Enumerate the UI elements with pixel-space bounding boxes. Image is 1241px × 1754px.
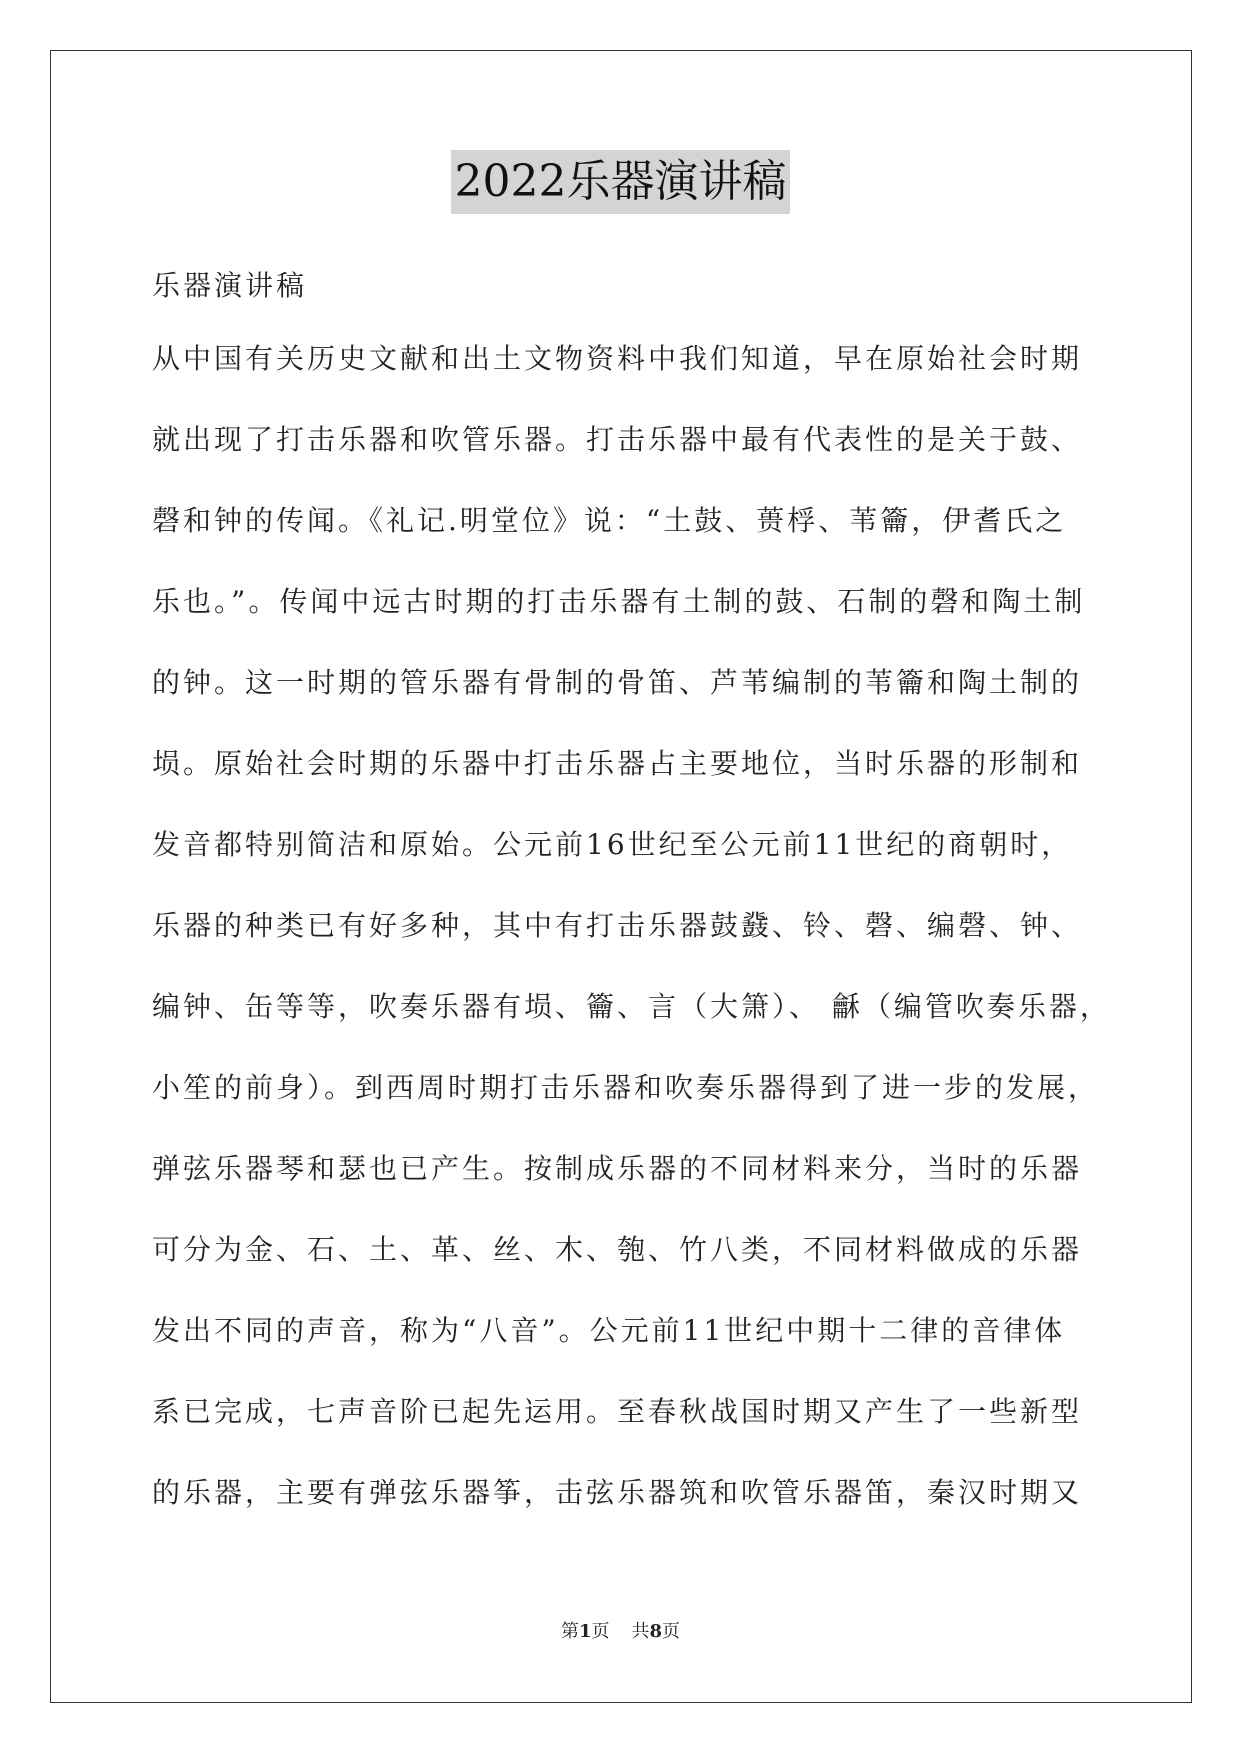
text-line: 乐器的种类已有好多种，其中有打击乐器鼓鼗、铃、磬、编磬、钟、: [152, 909, 1083, 942]
text-line: 的乐器，主要有弹弦乐器筝，击弦乐器筑和吹管乐器笛，秦汉时期又: [152, 1476, 1083, 1509]
text-line: 从中国有关历史文献和出土文物资料中我们知道，早在原始社会时期: [152, 342, 1083, 375]
text-line: 的钟。这一时期的管乐器有骨制的骨笛、芦苇编制的苇籥和陶土制的: [152, 666, 1083, 699]
total-suffix: 页: [662, 1621, 681, 1642]
text-line: 磬和钟的传闻。《礼记.明堂位》说：“土鼓、蒉桴、苇籥，伊耆氏之: [152, 504, 1067, 537]
page-number: 1: [578, 1621, 592, 1642]
page-prefix: 第: [560, 1621, 579, 1642]
page-footer: [0, 1620, 1241, 1644]
title-container: [0, 150, 1241, 214]
page-suffix: 页: [591, 1621, 610, 1642]
document-subheading: 乐器演讲稿: [152, 269, 308, 302]
total-pages: 8: [649, 1621, 663, 1642]
body-text: [152, 339, 1111, 1554]
document-title: 2022乐器演讲稿: [451, 150, 791, 214]
text-line: 就出现了打击乐器和吹管乐器。打击乐器中最有代表性的是关于鼓、: [152, 423, 1083, 456]
text-line: 编钟、缶等等，吹奏乐器有埙、籥、言（大箫）、 龢（编管吹奏乐器，: [152, 990, 1111, 1023]
text-line: 小笙的前身）。到西周时期打击乐器和吹奏乐器得到了进一步的发展，: [152, 1071, 1100, 1104]
text-line: 埙。原始社会时期的乐器中打击乐器占主要地位，当时乐器的形制和: [152, 747, 1083, 780]
text-line: 发音都特别简洁和原始。公元前16世纪至公元前11世纪的商朝时，: [152, 828, 1073, 861]
text-line: 系已完成，七声音阶已起先运用。至春秋战国时期又产生了一些新型: [152, 1395, 1083, 1428]
text-line: 乐也。”。传闻中远古时期的打击乐器有土制的鼓、石制的磬和陶土制: [152, 585, 1086, 618]
total-prefix: 共: [631, 1621, 650, 1642]
text-line: 弹弦乐器琴和瑟也已产生。按制成乐器的不同材料来分，当时的乐器: [152, 1152, 1083, 1185]
text-line: 可分为金、石、土、革、丝、木、匏、竹八类，不同材料做成的乐器: [152, 1233, 1083, 1266]
text-line: 发出不同的声音，称为“八音”。公元前11世纪中期十二律的音律体: [152, 1314, 1066, 1347]
